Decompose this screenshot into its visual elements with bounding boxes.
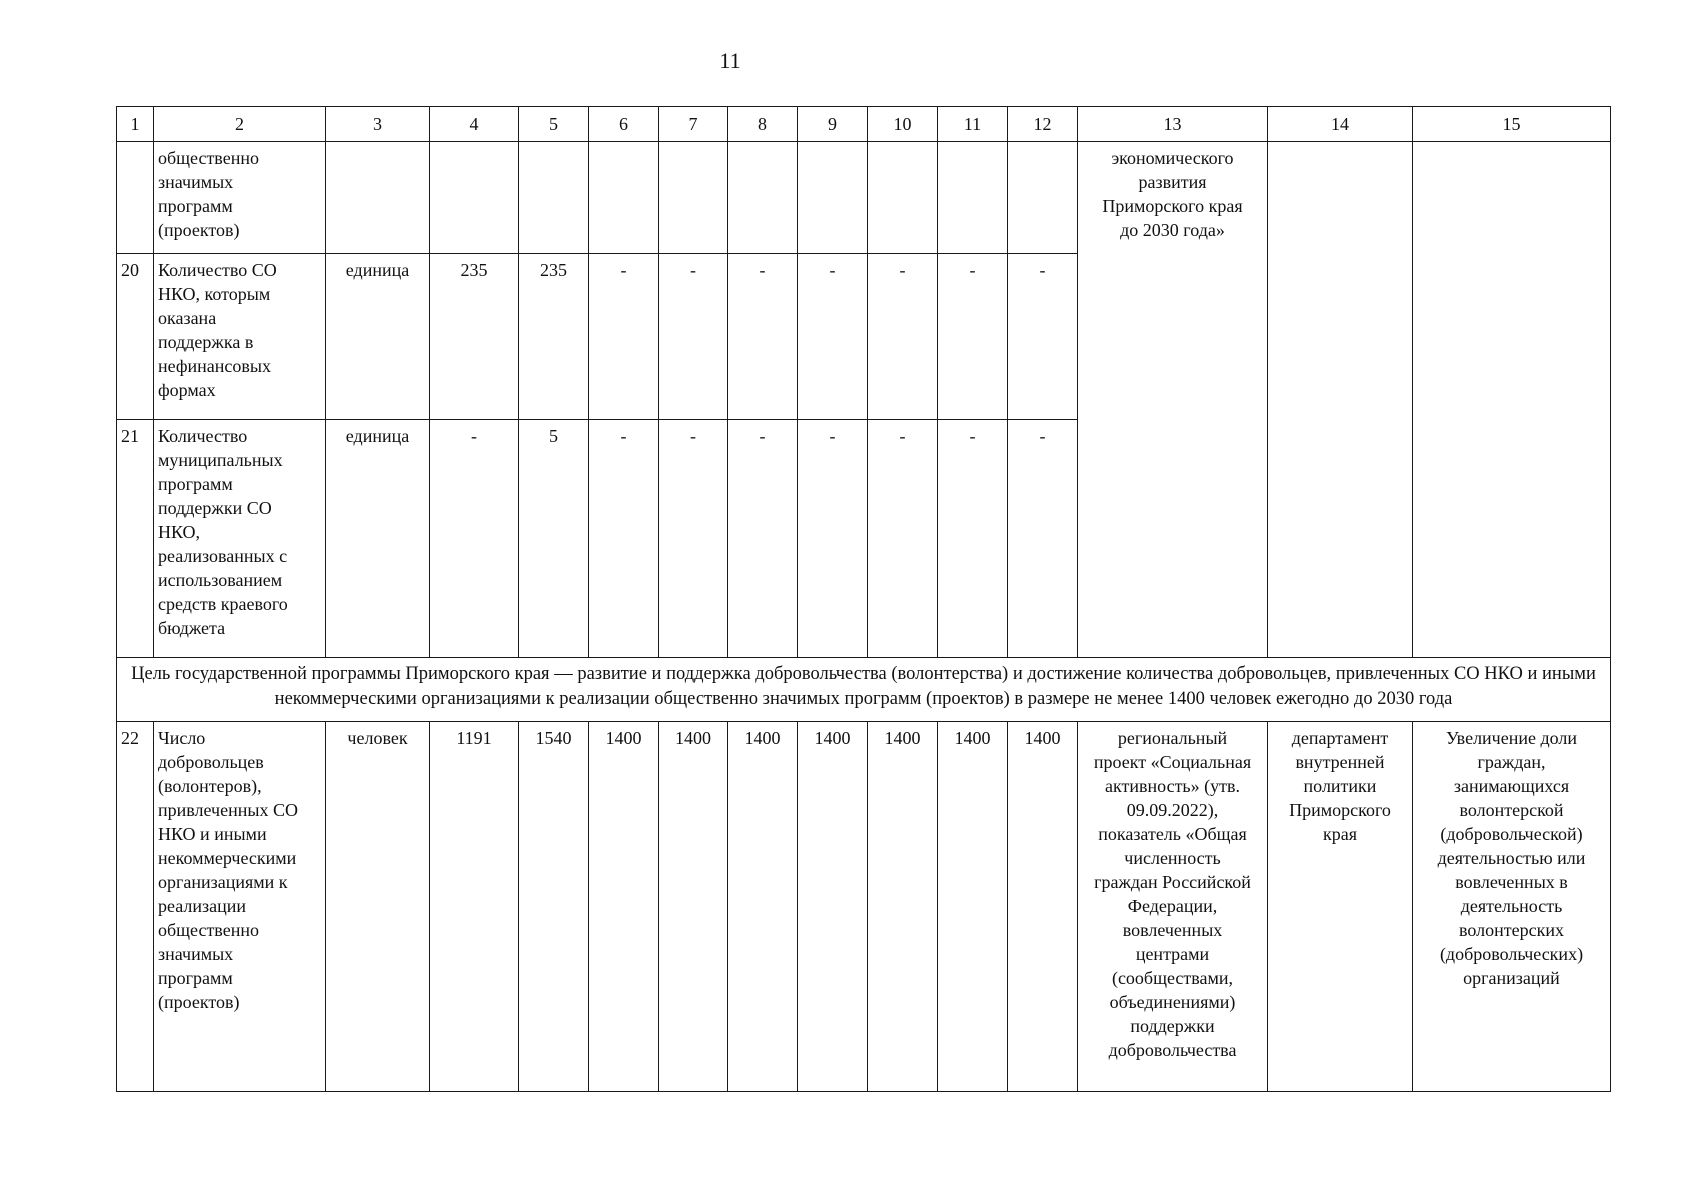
column-header: 7 — [659, 107, 728, 142]
column-header: 11 — [938, 107, 1008, 142]
value-cell: 235 — [519, 254, 589, 420]
value-cell: - — [430, 420, 519, 658]
table-row — [117, 722, 1611, 1092]
value-cell — [1008, 142, 1078, 254]
value-cell — [519, 142, 589, 254]
row-number-cell: 20 — [117, 254, 154, 420]
value-cell — [868, 142, 938, 254]
indicator-name-cell: Количество СО НКО, которым оказана поддержка в нефинансовых формах — [154, 254, 326, 420]
value-cell: 1400 — [1008, 722, 1078, 1092]
result-cell — [1413, 142, 1611, 658]
unit-cell: единица — [326, 254, 430, 420]
value-cell: - — [868, 420, 938, 658]
value-cell: 1400 — [659, 722, 728, 1092]
column-header: 6 — [589, 107, 659, 142]
value-cell: 1400 — [728, 722, 798, 1092]
value-cell: 1540 — [519, 722, 589, 1092]
value-cell: 235 — [430, 254, 519, 420]
column-header: 12 — [1008, 107, 1078, 142]
value-cell — [659, 142, 728, 254]
goal-row — [117, 658, 1611, 722]
responsible-cell — [1268, 142, 1413, 658]
value-cell: - — [1008, 420, 1078, 658]
source-cell: региональный проект «Социальная активность» (утв. 09.09.2022), показатель «Общая численность граждан Российской Федерации, вовлеченных центрами (сообществами, объединениями) поддержки добровольчества — [1078, 722, 1268, 1092]
value-cell: - — [589, 254, 659, 420]
responsible-cell: департамент внутренней политики Приморского края — [1268, 722, 1413, 1092]
row-number-cell: 21 — [117, 420, 154, 658]
table-row-continuation — [117, 142, 1611, 254]
value-cell: 1400 — [589, 722, 659, 1092]
column-header: 13 — [1078, 107, 1268, 142]
value-cell: 1400 — [798, 722, 868, 1092]
indicator-name-cell: общественно значимых программ (проектов) — [154, 142, 326, 254]
indicators-table — [116, 106, 1611, 1092]
value-cell — [430, 142, 519, 254]
column-header: 5 — [519, 107, 589, 142]
column-header: 15 — [1413, 107, 1611, 142]
value-cell: - — [798, 254, 868, 420]
value-cell: - — [938, 420, 1008, 658]
unit-cell — [326, 142, 430, 254]
program-goal-text: Цель государственной программы Приморского края — развитие и поддержка добровольчества (волонтерства) и достижение количества добровольцев, привлеченных СО НКО и иными некоммерческими организациями к реализации общественно значимых программ (проектов) в размере не менее 1400 человек ежегодно до 2030 года — [117, 658, 1611, 722]
value-cell: - — [589, 420, 659, 658]
value-cell: - — [659, 420, 728, 658]
value-cell: 5 — [519, 420, 589, 658]
value-cell: 1400 — [938, 722, 1008, 1092]
value-cell: - — [798, 420, 868, 658]
page-number: 11 — [719, 48, 741, 73]
row-number-cell: 22 — [117, 722, 154, 1092]
value-cell: - — [728, 254, 798, 420]
column-header: 9 — [798, 107, 868, 142]
column-header: 14 — [1268, 107, 1413, 142]
value-cell: - — [728, 420, 798, 658]
value-cell: - — [659, 254, 728, 420]
value-cell — [589, 142, 659, 254]
column-header: 10 — [868, 107, 938, 142]
column-header: 4 — [430, 107, 519, 142]
value-cell — [728, 142, 798, 254]
indicator-name-cell: Количество муниципальных программ поддержки СО НКО, реализованных с использованием средств краевого бюджета — [154, 420, 326, 658]
unit-cell: единица — [326, 420, 430, 658]
value-cell: - — [938, 254, 1008, 420]
column-header: 3 — [326, 107, 430, 142]
table-header-row — [117, 107, 1611, 142]
column-header: 2 — [154, 107, 326, 142]
result-cell: Увеличение доли граждан, занимающихся волонтерской (добровольческой) деятельностью или вовлеченных в деятельность волонтерских (добровольческих) организаций — [1413, 722, 1611, 1092]
unit-cell: человек — [326, 722, 430, 1092]
row-number-cell — [117, 142, 154, 254]
value-cell: 1400 — [868, 722, 938, 1092]
source-cell: экономического развития Приморского края до 2030 года» — [1078, 142, 1268, 658]
column-header: 8 — [728, 107, 798, 142]
value-cell: - — [868, 254, 938, 420]
column-header: 1 — [117, 107, 154, 142]
value-cell — [798, 142, 868, 254]
indicator-name-cell: Число добровольцев (волонтеров), привлеченных СО НКО и иными некоммерческими организациями к реализации общественно значимых программ (проектов) — [154, 722, 326, 1092]
value-cell: - — [1008, 254, 1078, 420]
value-cell: 1191 — [430, 722, 519, 1092]
value-cell — [938, 142, 1008, 254]
